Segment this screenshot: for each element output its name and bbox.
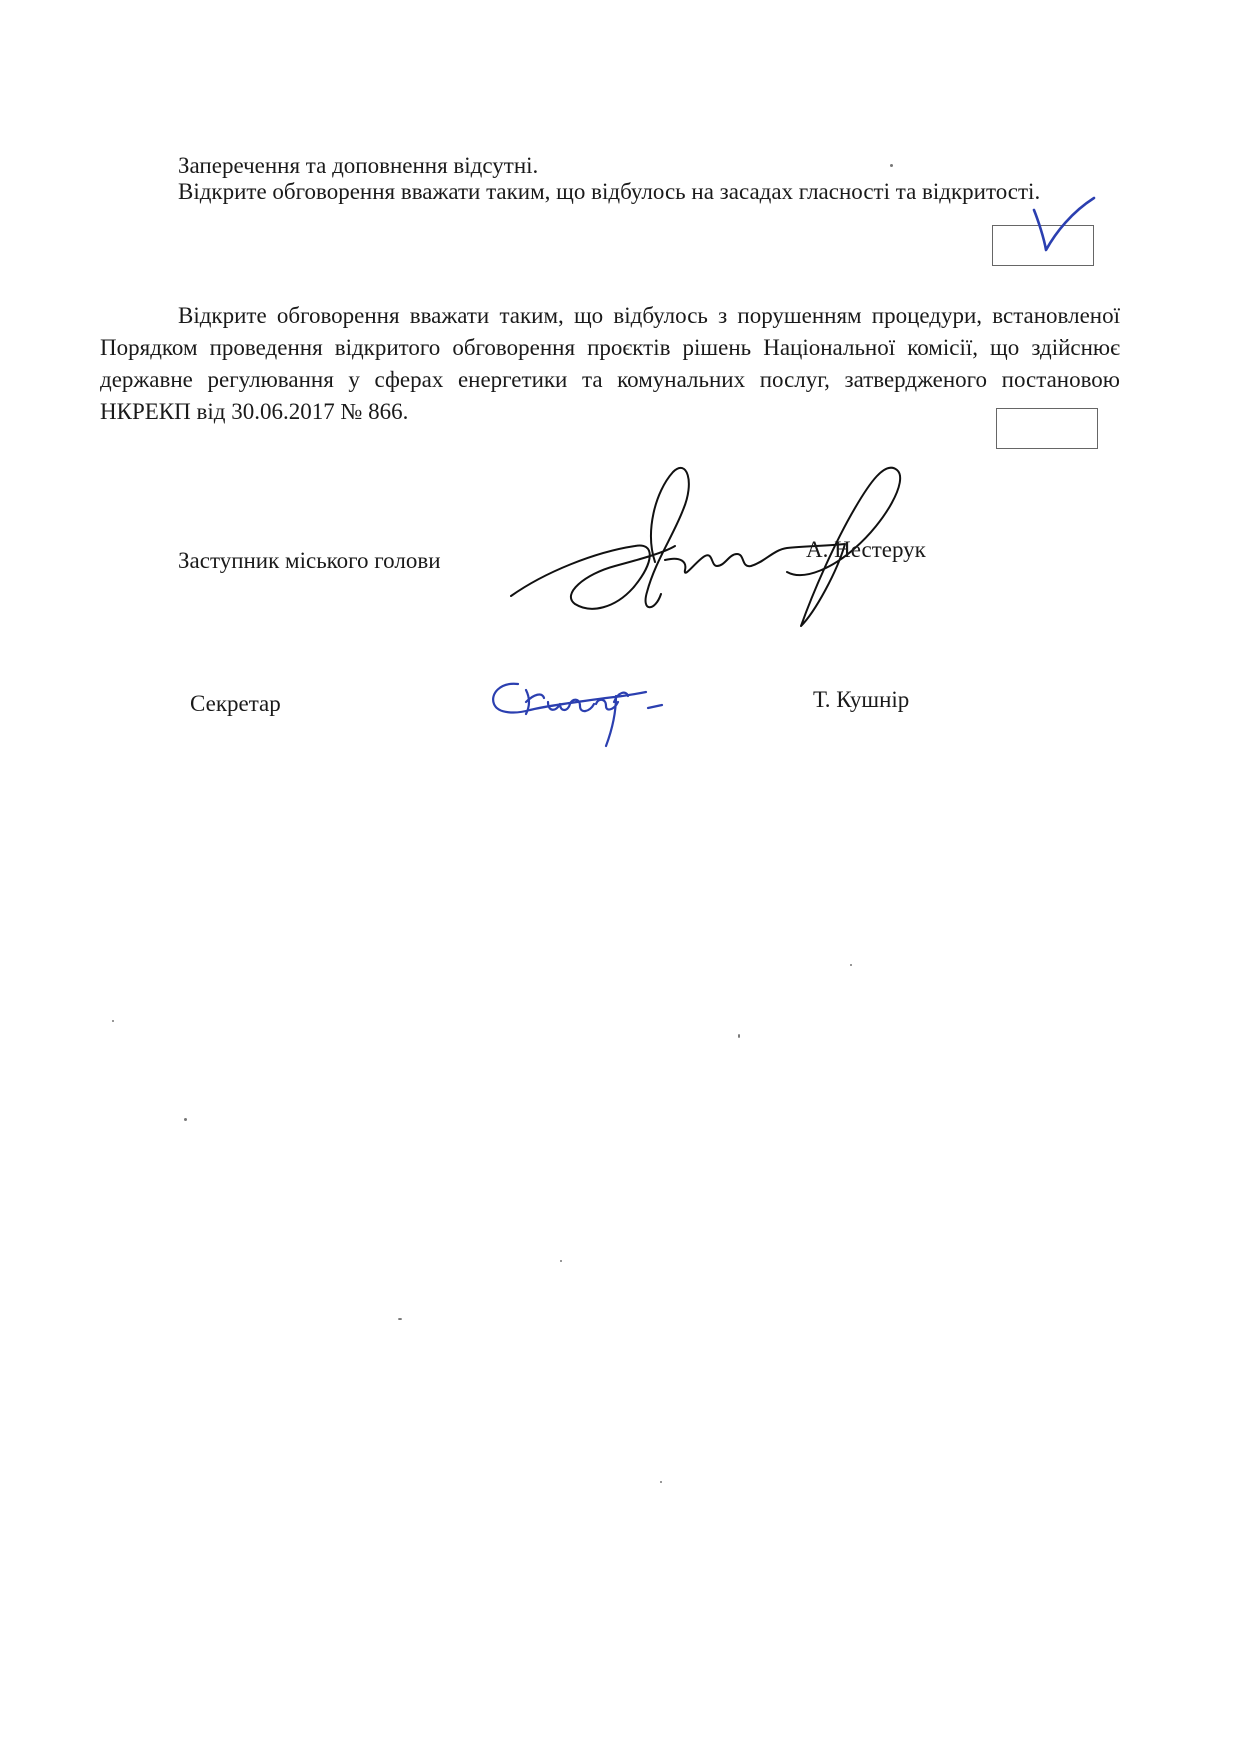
scan-speck [738, 1034, 740, 1038]
publicity-paragraph [100, 176, 1120, 208]
checkmark-icon [1028, 196, 1098, 256]
scan-speck [184, 1118, 187, 1121]
objections-text: Заперечення та доповнення відсутні. [178, 153, 539, 178]
deputy-name: А. Нестерук [806, 537, 926, 562]
violation-text: Відкрите обговорення вважати таким, що відбулось з порушенням процедури, встановленої Порядком проведення відкритого обговорення проєктів рішень Національної комісії, що здійснює державне регулювання у сферах енергетики та комунальних послуг, затвердженого постановою НКРЕКП від 30.06.2017 № 866. [100, 303, 1120, 424]
scan-speck [398, 1318, 402, 1320]
deputy-title: Заступник міського голови [178, 548, 441, 573]
violation-paragraph [100, 300, 1120, 428]
scan-speck [850, 964, 852, 966]
scan-speck [560, 1260, 562, 1262]
scan-speck [112, 1020, 114, 1022]
secretary-name: Т. Кушнір [813, 687, 910, 712]
violation-checkbox[interactable] [996, 408, 1098, 449]
secretary-signature [486, 672, 686, 752]
scan-speck [890, 164, 893, 167]
secretary-title: Секретар [190, 691, 281, 716]
scan-speck [660, 1481, 662, 1483]
publicity-text: Відкрите обговорення вважати таким, що відбулось на засадах гласності та відкритості. [178, 179, 1041, 204]
